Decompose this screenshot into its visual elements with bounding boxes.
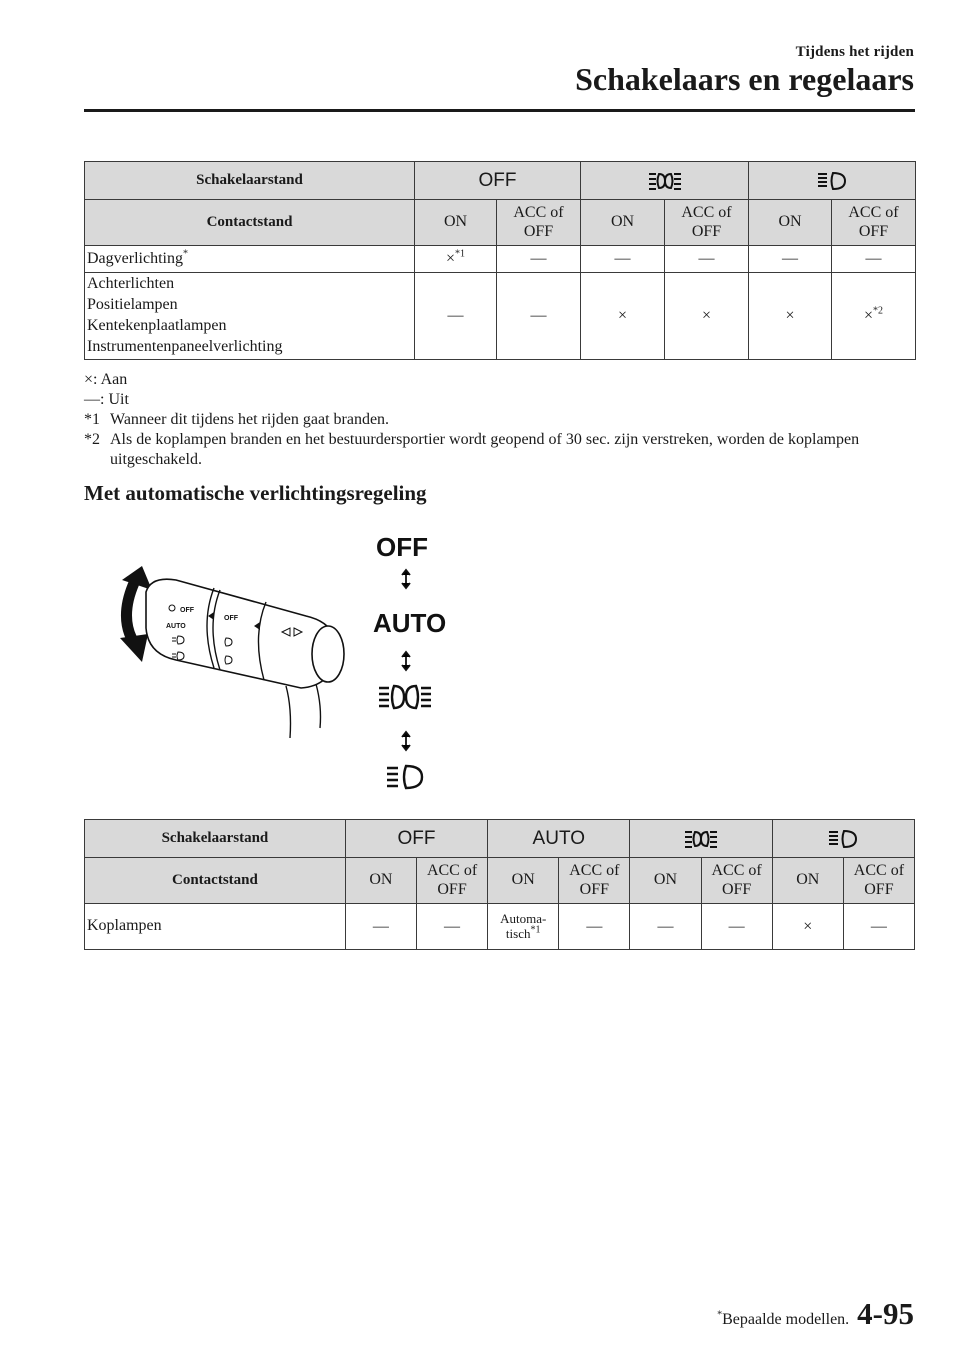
table-cell: — <box>559 904 630 950</box>
knob-off-label: OFF <box>180 607 194 614</box>
table-cell: ×$^{*1}$ <box>415 246 497 273</box>
table-cell: — <box>630 904 701 950</box>
table-cell: — <box>497 246 581 273</box>
parking-light-icon <box>581 162 749 200</box>
header-rule <box>84 109 915 112</box>
table-cell: × <box>749 273 832 360</box>
headlight-icon <box>387 766 422 788</box>
headlight-icon <box>749 162 916 200</box>
contact-on-1: ON <box>415 200 497 246</box>
contact-acc-3: ACC of OFF <box>832 200 916 246</box>
row-daytime-lights <box>85 246 415 273</box>
contact-on-2: ON <box>581 200 665 246</box>
table-cell: — <box>665 246 749 273</box>
contact-acc-1: ACC of OFF <box>416 858 487 904</box>
legend-off: —: Uit <box>84 391 129 408</box>
contact-acc-4: ACC of OFF <box>843 858 914 904</box>
contact-position-header: Contactstand <box>85 200 415 246</box>
table-cell: — <box>416 904 487 950</box>
contact-acc-3: ACC of OFF <box>701 858 772 904</box>
lighting-table-1 <box>84 161 916 360</box>
contact-acc-2: ACC of OFF <box>559 858 630 904</box>
page-title: Schakelaars en regelaars <box>575 61 914 97</box>
model-mark: * <box>717 1309 723 1321</box>
row-label-line: Kentekenplaatlampen <box>87 317 227 334</box>
footnote-2: *2 Als de koplampen branden en het bestuurdersportier wordt geopend of 30 sec. zijn verstreken, worden de koplampen uitgeschakeld. <box>84 431 860 468</box>
contact-position-header: Contactstand <box>85 858 346 904</box>
table-cell: — <box>345 904 416 950</box>
contact-on-4: ON <box>772 858 843 904</box>
switch-off-header: OFF <box>345 820 487 858</box>
contact-acc-1: ACC of OFF <box>497 200 581 246</box>
table-cell: — <box>701 904 772 950</box>
footer-note: Bepaalde modellen. <box>722 1311 850 1328</box>
knob-auto-label: AUTO <box>166 623 186 630</box>
table-cell: × <box>665 273 749 360</box>
switch-position-header: Schakelaarstand <box>85 820 346 858</box>
parking-light-icon <box>630 820 772 858</box>
table-cell: — <box>749 246 832 273</box>
section-title: Tijdens het rijden <box>795 44 914 60</box>
table-cell-auto: Automa- tisch$^{*1}$ <box>488 904 559 950</box>
row-headlamps: Koplampen <box>85 904 346 950</box>
table-cell: × <box>772 904 843 950</box>
footnote-1: *1 Wanneer dit tijdens het rijden gaat branden. <box>84 411 390 428</box>
page-number: 4-95 <box>857 1296 914 1331</box>
section-subheading: Met automatische verlichtingsregeling <box>84 481 427 505</box>
contact-on-3: ON <box>749 200 832 246</box>
headlight-icon <box>772 820 914 858</box>
legend-on: ×: Aan <box>84 371 128 388</box>
row-label-line: Positielampen <box>87 296 178 314</box>
diagram-off-label: OFF <box>376 532 428 562</box>
switch-off-header: OFF <box>415 162 581 200</box>
page-header <box>575 44 914 97</box>
contact-acc-2: ACC of OFF <box>665 200 749 246</box>
row-label-line: Instrumentenpaneelverlichting <box>87 337 283 355</box>
switch-auto-header: AUTO <box>488 820 630 858</box>
diagram-auto-label: AUTO <box>373 608 447 638</box>
contact-on-3: ON <box>630 858 701 904</box>
row-daytime-label: Dagverlichting <box>87 249 183 267</box>
steering-lever-illustration <box>96 528 456 803</box>
table-cell: ×$^{*2}$ <box>832 273 916 360</box>
table-cell: — <box>497 273 581 360</box>
table-cell: — <box>581 246 665 273</box>
knob-off-label-2: OFF <box>224 615 238 622</box>
contact-on-2: ON <box>488 858 559 904</box>
table-cell: × <box>581 273 665 360</box>
row-label-line: Achterlichten <box>87 275 175 293</box>
switch-position-header: Schakelaarstand <box>85 162 415 200</box>
model-mark: * <box>182 248 188 260</box>
table-cell: — <box>843 904 914 950</box>
parking-light-icon <box>379 686 431 708</box>
lighting-table-2 <box>84 819 915 950</box>
contact-on-1: ON <box>345 858 416 904</box>
table-notes <box>84 370 924 470</box>
row-rear-lights <box>85 273 415 360</box>
page-footer <box>717 1296 914 1332</box>
table-cell: — <box>832 246 916 273</box>
table-cell: — <box>415 273 497 360</box>
